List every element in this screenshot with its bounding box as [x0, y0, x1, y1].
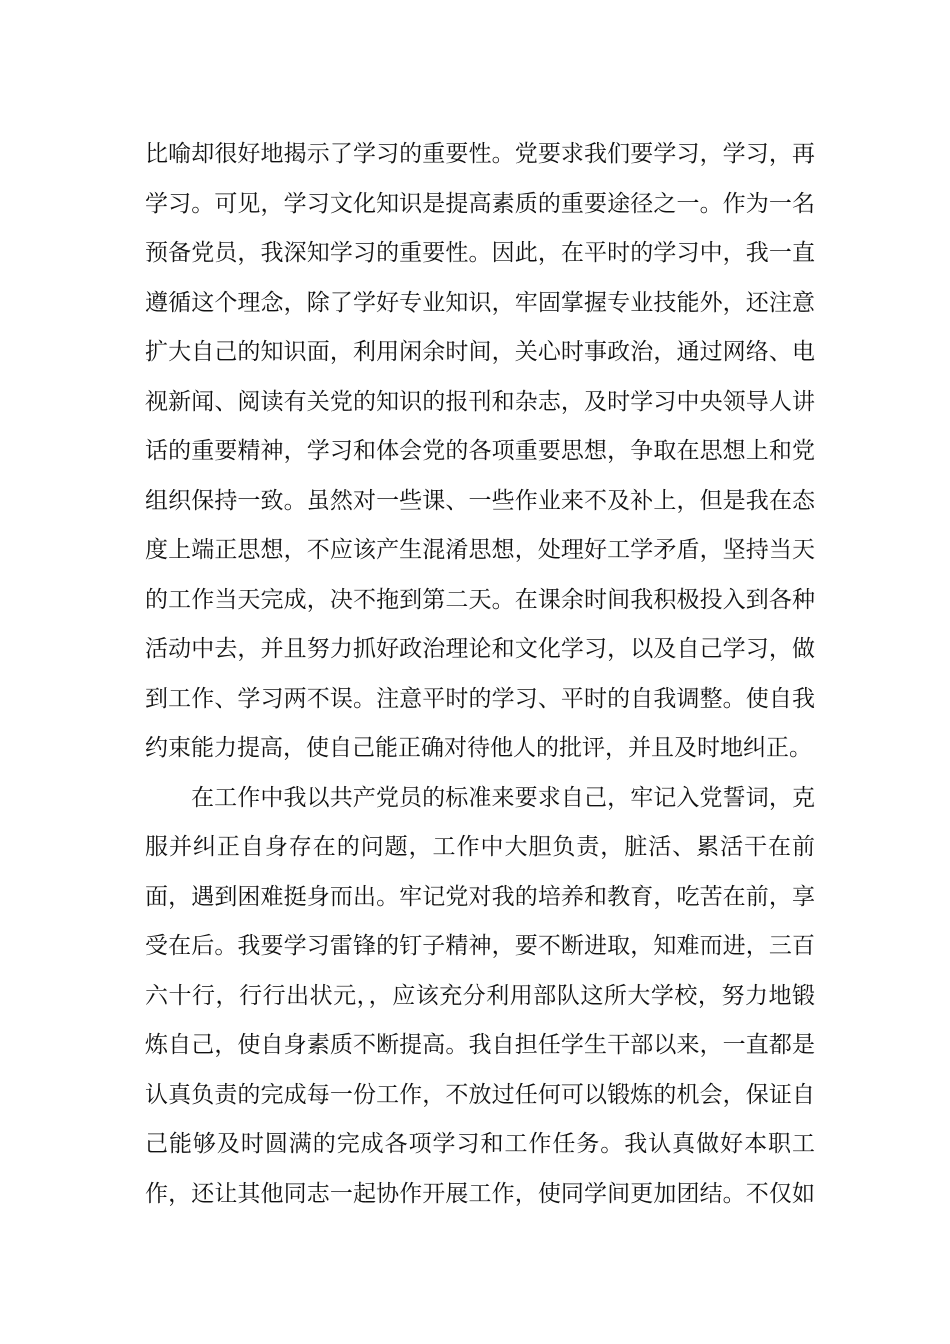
text-line: 服并纠正自身存在的问题，工作中大胆负责，脏活、累活干在前: [145, 834, 815, 860]
text-line: 炼自己，使自身素质不断提高。我自担任学生干部以来，一直都是: [145, 1032, 815, 1058]
paragraph-2: [145, 774, 815, 1220]
text-line: 视新闻、阅读有关党的知识的报刊和杂志，及时学习中央领导人讲: [145, 388, 815, 415]
paragraph-1: [145, 130, 815, 774]
text-line: 扩大自己的知识面，利用闲余时间，关心时事政治，通过网络、电: [145, 339, 815, 365]
text-line: 受在后。我要学习雷锋的钉子精神，要不断进取，知难而进，三百: [145, 933, 815, 959]
text-line: 作，还让其他同志一起协作开展工作，使同学间更加团结。不仅如: [145, 1180, 815, 1207]
text-line: 约束能力提高，使自己能正确对待他人的批评，并且及时地纠正。: [145, 735, 812, 761]
text-line: 遵循这个理念，除了学好专业知识，牢固掌握专业技能外，还注意: [145, 289, 815, 316]
text-line: 活动中去，并且努力抓好政治理论和文化学习，以及自己学习，做: [145, 636, 815, 662]
text-line: 在工作中我以共产党员的标准来要求自己，牢记入党誓词，克: [191, 784, 815, 811]
text-line: 面，遇到困难挺身而出。牢记党对我的培养和教育，吃苦在前，享: [145, 883, 815, 910]
text-line: 组织保持一致。虽然对一些课、一些作业来不及补上，但是我在态: [145, 487, 815, 514]
text-line: 己能够及时圆满的完成各项学习和工作任务。我认真做好本职工: [145, 1131, 815, 1157]
text-line: 认真负责的完成每一份工作，不放过任何可以锻炼的机会，保证自: [145, 1081, 815, 1108]
text-line: 六十行，行行出状元，，应该充分利用部队这所大学校，努力地锻: [145, 982, 815, 1009]
text-line: 话的重要精神，学习和体会党的各项重要思想，争取在思想上和党: [145, 438, 815, 464]
text-line: 学习。可见，学习文化知识是提高素质的重要途径之一。作为一名: [145, 190, 815, 217]
text-line: 的工作当天完成，决不拖到第二天。在课余时间我积极投入到各种: [145, 586, 815, 613]
text-line: 比喻却很好地揭示了学习的重要性。党要求我们要学习，学习，再: [145, 141, 815, 167]
text-line: 到工作、学习两不误。注意平时的学习、平时的自我调整。使自我: [145, 685, 815, 712]
text-line: 度上端正思想，不应该产生混淆思想，处理好工学矛盾，坚持当天: [145, 537, 815, 563]
text-line: 预备党员，我深知学习的重要性。因此，在平时的学习中，我一直: [145, 240, 815, 266]
document-body: [145, 130, 815, 1219]
